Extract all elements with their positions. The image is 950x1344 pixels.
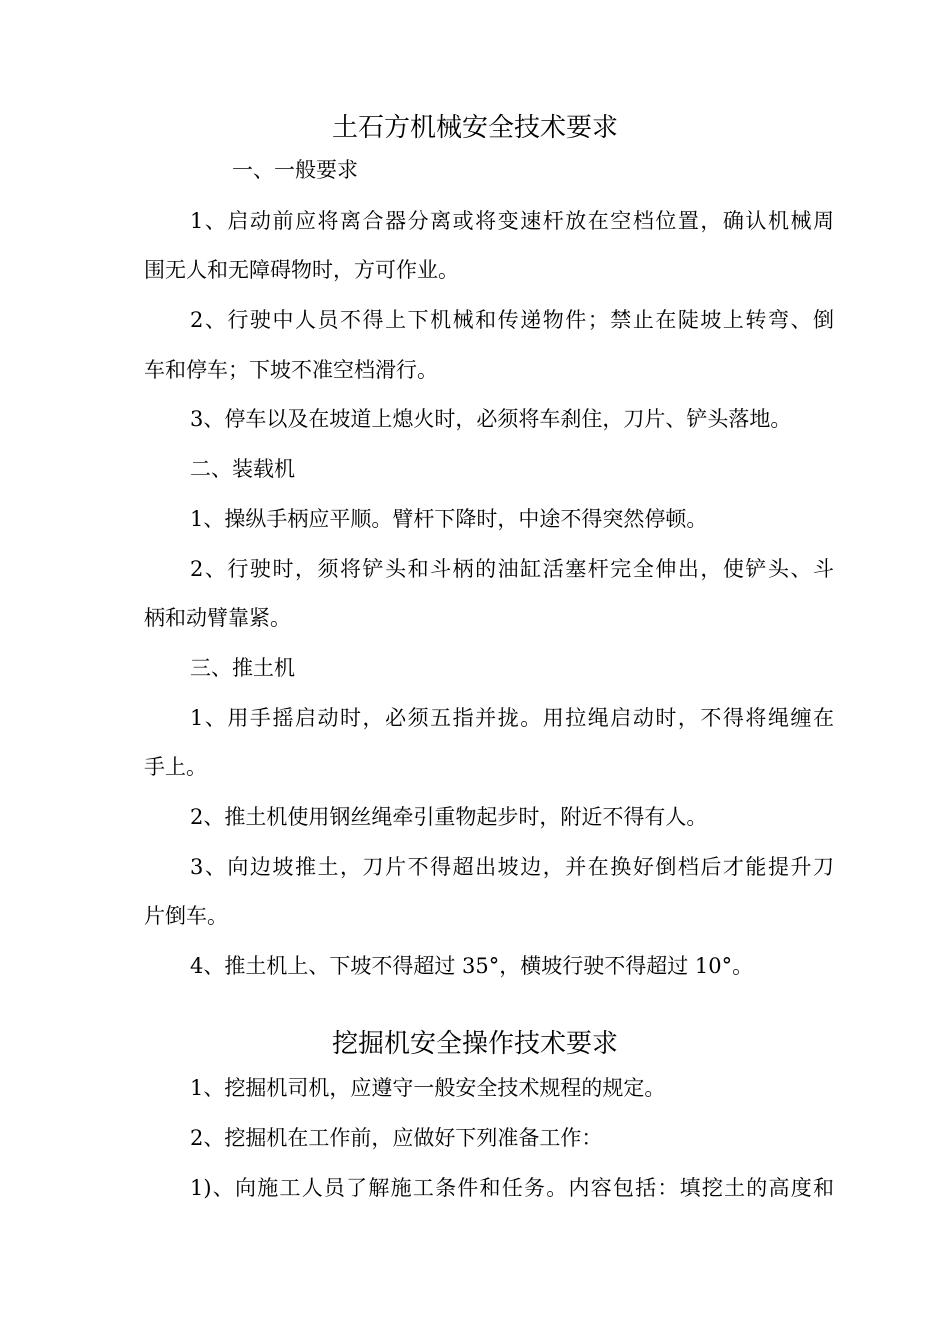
excavator-p1: 1、挖掘机司机，应遵守一般安全技术规程的规定。 [190, 1076, 666, 1100]
excavator-p3-line1: 1)、向施工人员了解施工条件和任务。内容包括：填挖土的高度和 [190, 1176, 834, 1200]
general-p2-line2: 车和停车；下坡不准空档滑行。 [144, 358, 438, 382]
dozer-p1-line1: 1、用手摇启动时，必须五指并拢。用拉绳启动时，不得将绳缠在 [190, 706, 834, 730]
general-p1-line2: 围无人和无障碍物时，方可作业。 [144, 258, 459, 282]
section2-title: 挖掘机安全操作技术要求 [331, 1029, 618, 1059]
loader-p1: 1、操纵手柄应平顺。臂杆下降时，中途不得突然停顿。 [190, 507, 708, 531]
dozer-p1-line2: 手上。 [144, 755, 207, 779]
dozer-p2: 2、推土机使用钢丝绳牵引重物起步时，附近不得有人。 [190, 805, 708, 829]
dozer-p3-line1: 3、向边坡推土，刀片不得超出坡边，并在换好倒档后才能提升刀 [190, 855, 834, 879]
dozer-p3-line2: 片倒车。 [144, 904, 228, 928]
dozer-p4: 4、推土机上、下坡不得超过 35°，横坡行驶不得超过 10°。 [190, 954, 754, 978]
general-p1-line1: 1、启动前应将离合器分离或将变速杆放在空档位置，确认机械周 [190, 209, 834, 233]
general-p3: 3、停车以及在坡道上熄火时，必须将车刹住，刀片、铲头落地。 [190, 407, 792, 431]
heading-general: 一、一般要求 [232, 158, 358, 182]
heading-loader: 二、装载机 [190, 457, 295, 481]
excavator-p2: 2、挖掘机在工作前，应做好下列准备工作： [190, 1126, 603, 1150]
section1-title: 土石方机械安全技术要求 [331, 113, 618, 143]
heading-bulldozer: 三、推土机 [190, 656, 295, 680]
general-p2-line1: 2、行驶中人员不得上下机械和传递物件；禁止在陡坡上转弯、倒 [190, 308, 834, 332]
loader-p2-line1: 2、行驶时，须将铲头和斗柄的油缸活塞杆完全伸出，使铲头、斗 [190, 557, 834, 581]
loader-p2-line2: 柄和动臂靠紧。 [144, 606, 291, 630]
